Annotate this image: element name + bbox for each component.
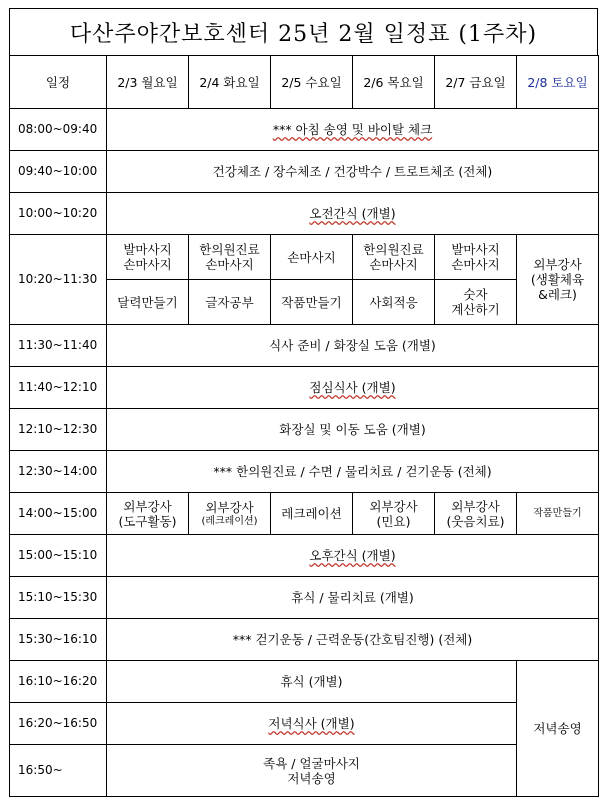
time-cell: 14:00~15:00	[10, 493, 107, 535]
table-row	[10, 703, 599, 745]
morning-program-fri: 발마사지 손마사지	[435, 235, 517, 280]
activity-cell: 건강체조 / 장수체조 / 건강박수 / 트로트체조 (전체)	[107, 151, 599, 193]
table-row	[10, 235, 599, 280]
table-row	[10, 745, 599, 797]
activity-text: 오전간식 (개별)	[309, 206, 396, 221]
header-row	[10, 56, 599, 109]
schedule-sheet	[9, 8, 598, 785]
cognitive-program-tue: 글자공부	[189, 280, 271, 325]
cognitive-program-mon: 달력만들기	[107, 280, 189, 325]
activity-cell	[107, 367, 599, 409]
table-row	[10, 325, 599, 367]
time-cell: 10:00~10:20	[10, 193, 107, 235]
time-cell: 15:10~15:30	[10, 577, 107, 619]
header-day-fri: 2/7 금요일	[435, 56, 517, 109]
activity-text: 점심식사 (개별)	[309, 380, 396, 395]
header-day-sat: 2/8 토요일	[517, 56, 599, 109]
afternoon-program-tue-sub: (레크레이션)	[201, 515, 258, 527]
morning-program-mon: 발마사지 손마사지	[107, 235, 189, 280]
time-cell: 15:00~15:10	[10, 535, 107, 577]
table-row	[10, 661, 599, 703]
activity-cell: 식사 준비 / 화장실 도움 (개별)	[107, 325, 599, 367]
activity-text: 저녁식사 (개별)	[268, 716, 355, 731]
table-row	[10, 577, 599, 619]
header-day-tue: 2/4 화요일	[189, 56, 271, 109]
time-cell: 12:10~12:30	[10, 409, 107, 451]
cognitive-program-thu: 사회적응	[353, 280, 435, 325]
table-row	[10, 451, 599, 493]
activity-cell	[107, 535, 599, 577]
time-cell: 08:00~09:40	[10, 109, 107, 151]
table-row	[10, 109, 599, 151]
morning-program-tue: 한의원진료 손마사지	[189, 235, 271, 280]
activity-cell	[107, 193, 599, 235]
evening-ride-sat: 저녁송영	[517, 661, 599, 797]
time-cell: 16:50~	[10, 745, 107, 797]
afternoon-program-tue	[189, 493, 271, 535]
time-cell: 10:20~11:30	[10, 235, 107, 325]
schedule-table	[9, 55, 599, 797]
time-cell: 11:40~12:10	[10, 367, 107, 409]
activity-text: 오후간식 (개별)	[309, 548, 396, 563]
activity-cell: 휴식 (개별)	[107, 661, 517, 703]
activity-cell: *** 한의원진료 / 수면 / 물리치료 / 걷기운동 (전체)	[107, 451, 599, 493]
activity-text: *** 아침 송영 및 바이탈 체크	[272, 122, 433, 137]
header-day-mon: 2/3 월요일	[107, 56, 189, 109]
table-row	[10, 493, 599, 535]
afternoon-program-thu: 외부강사 (민요)	[353, 493, 435, 535]
table-row	[10, 619, 599, 661]
afternoon-program-wed: 레크레이션	[271, 493, 353, 535]
activity-cell: 족욕 / 얼굴마사지 저녁송영	[107, 745, 517, 797]
time-cell: 12:30~14:00	[10, 451, 107, 493]
activity-cell	[107, 109, 599, 151]
activity-cell	[107, 703, 517, 745]
header-day-thu: 2/6 목요일	[353, 56, 435, 109]
header-label: 일정	[10, 56, 107, 109]
cognitive-program-wed: 작품만들기	[271, 280, 353, 325]
time-cell: 09:40~10:00	[10, 151, 107, 193]
afternoon-program-mon: 외부강사 (도구활동)	[107, 493, 189, 535]
time-cell: 16:10~16:20	[10, 661, 107, 703]
table-row	[10, 535, 599, 577]
activity-cell: 휴식 / 물리치료 (개별)	[107, 577, 599, 619]
table-row	[10, 151, 599, 193]
morning-program-sat: 외부강사 (생활체육 &레크)	[517, 235, 599, 325]
table-row	[10, 193, 599, 235]
time-cell: 15:30~16:10	[10, 619, 107, 661]
afternoon-program-tue-label: 외부강사	[205, 499, 254, 515]
header-day-wed: 2/5 수요일	[271, 56, 353, 109]
morning-program-wed: 손마사지	[271, 235, 353, 280]
afternoon-program-fri: 외부강사 (웃음치료)	[435, 493, 517, 535]
schedule-title: 다산주야간보호센터 25년 2월 일정표 (1주차)	[9, 8, 598, 55]
table-row	[10, 367, 599, 409]
activity-cell: 화장실 및 이동 도움 (개별)	[107, 409, 599, 451]
afternoon-program-sat: 작품만들기	[517, 493, 599, 535]
table-row	[10, 409, 599, 451]
morning-program-thu: 한의원진료 손마사지	[353, 235, 435, 280]
time-cell: 16:20~16:50	[10, 703, 107, 745]
activity-cell: *** 걷기운동 / 근력운동(간호팀진행) (전체)	[107, 619, 599, 661]
time-cell: 11:30~11:40	[10, 325, 107, 367]
cognitive-program-fri: 숫자 계산하기	[435, 280, 517, 325]
